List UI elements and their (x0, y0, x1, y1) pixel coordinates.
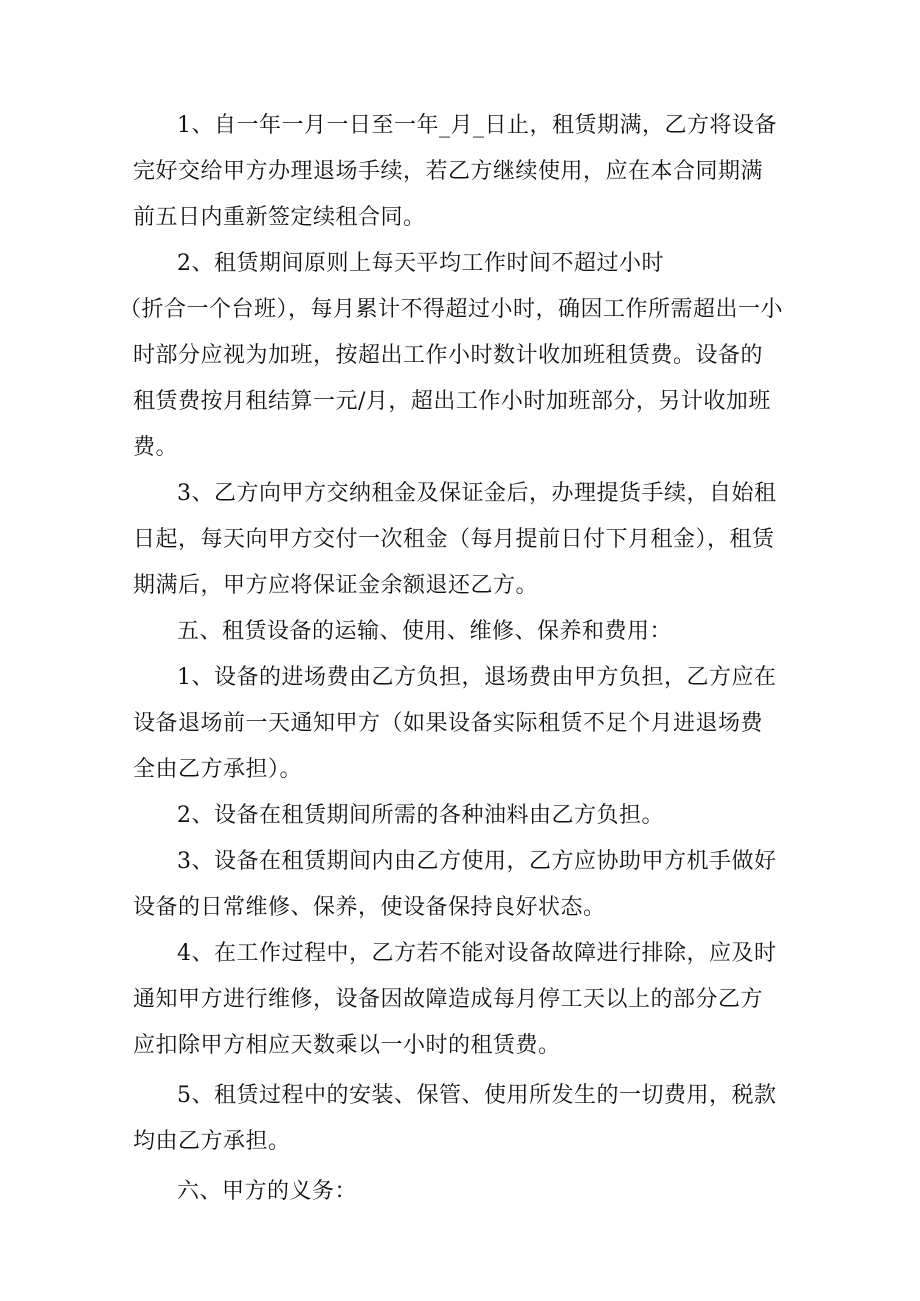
paragraph-deposit: 3、乙方向甲方交纳租金及保证金后，办理提货手续，自始租日起，每天向甲方交付一次租金（每月提前日付下月租金），租赁期满后，甲方应将保证金余额退还乙方。 (133, 481, 777, 598)
paragraph-maintenance: 3、设备在租赁期间内由乙方使用，乙方应协助甲方机手做好设备的日常维修、保养，使设备保持良好状态。 (133, 849, 777, 920)
paragraph-costs-taxes: 5、租赁过程中的安装、保管、使用所发生的一切费用，税款均由乙方承担。 (133, 1083, 777, 1154)
paragraph-fuel: 2、设备在租赁期间所需的各种油料由乙方负担。 (177, 803, 664, 828)
paragraph-entry-exit-fees: 1、设备的进场费由乙方负担，退场费由甲方负担，乙方应在设备退场前一天通知甲方（如果设备实际租赁不足个月进退场费全由乙方承担）。 (133, 665, 777, 782)
paragraph-lease-term: 1、自一年一月一日至一年_月_日止，租赁期满，乙方将设备完好交给甲方办理退场手续，若乙方继续使用，应在本合同期满前五日内重新签定续租合同。 (133, 113, 777, 230)
paragraph-faults: 4、在工作过程中，乙方若不能对设备故障进行排除，应及时通知甲方进行维修，设备因故障造成每月停工天以上的部分乙方应扣除甲方相应天数乘以一小时的租赁费。 (133, 941, 777, 1058)
paragraph-overtime: （折合一个台班），每月累计不得超过小时，确因工作所需超出一小时部分应视为加班，按超出工作小时数计收加班租赁费。设备的租赁费按月租结算一元/月，超出工作小时加班部分，另计收加班费。 (119, 297, 784, 460)
document-body (119, 103, 784, 1215)
paragraph-working-hours: 2、租赁期间原则上每天平均工作时间不超过小时 (177, 251, 664, 276)
section-heading-party-a-obligations: 六、甲方的义务： (177, 1179, 358, 1204)
section-heading-transport-use: 五、租赁设备的运输、使用、维修、保养和费用： (177, 619, 673, 644)
